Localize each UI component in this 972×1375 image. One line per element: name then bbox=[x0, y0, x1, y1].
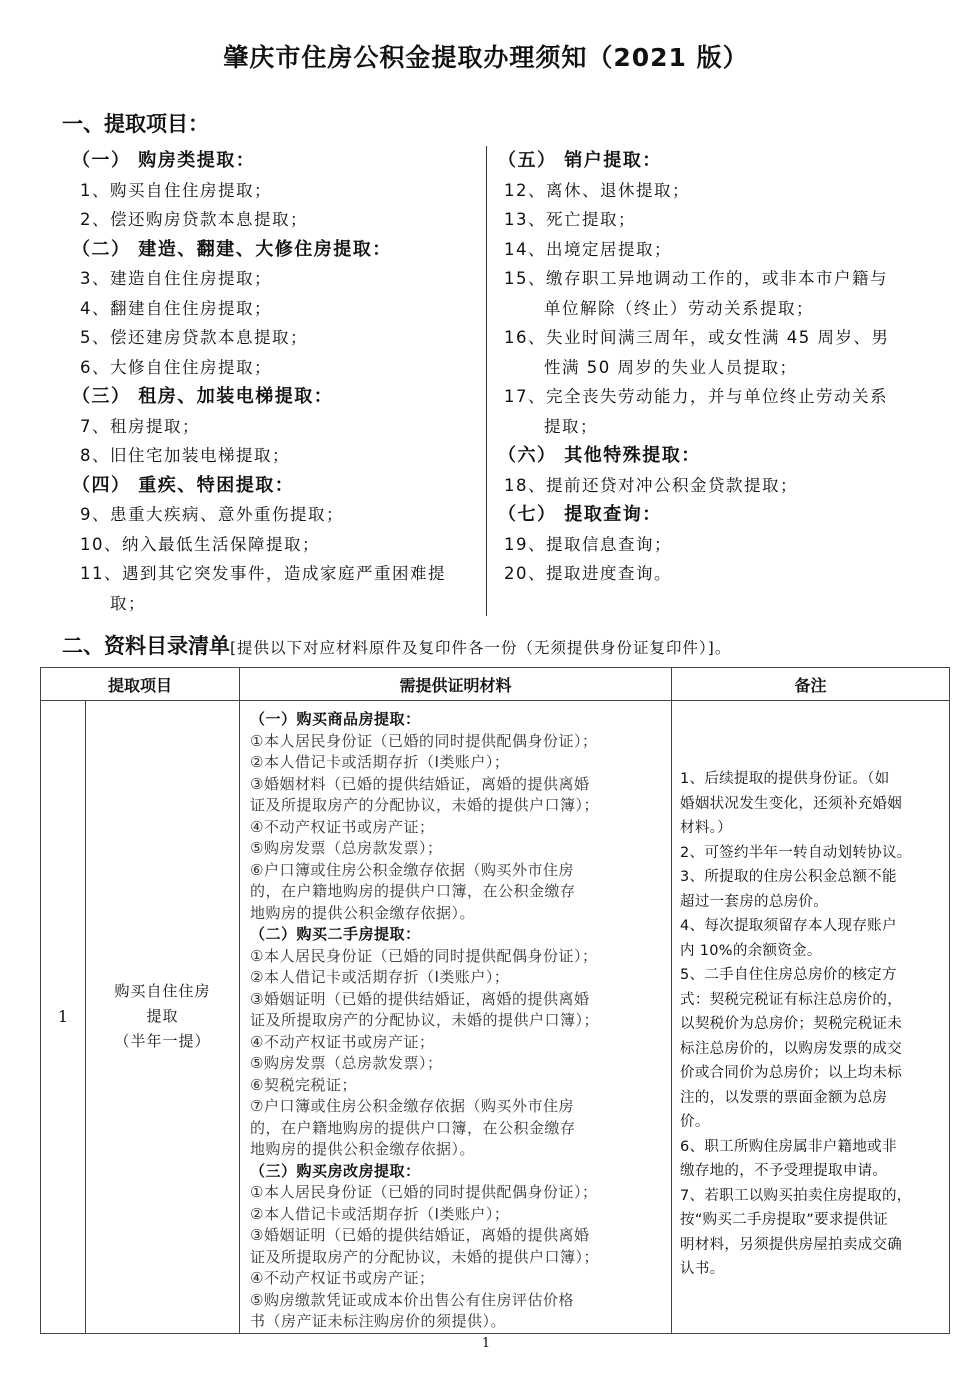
header-materials: 需提供证明材料 bbox=[240, 668, 672, 701]
note-line: 6、职工所购住房属非户籍地或非 bbox=[680, 1138, 897, 1155]
category-heading: （三） 租房、加装电梯提取： bbox=[72, 386, 334, 407]
list-item: 18、提前还贷对冲公积金贷款提取； bbox=[504, 475, 798, 495]
section2-heading: 二、资料目录清单 bbox=[62, 634, 230, 658]
list-item: 8、旧住宅加装电梯提取； bbox=[80, 446, 290, 465]
list-item: 3、建造自住住房提取； bbox=[80, 269, 272, 288]
header-notes: 备注 bbox=[672, 668, 950, 701]
note-line: 以契税价为总房价；契税完税证未 bbox=[680, 1016, 903, 1032]
note-line: 按“购买二手房提取”要求提供证 bbox=[680, 1212, 889, 1228]
left-item-column bbox=[72, 146, 477, 618]
material-line: ⑤购房发票（总房款发票）； bbox=[250, 1054, 443, 1072]
material-line: ③婚姻材料（已婚的提供结婚证，离婚的提供离婚 bbox=[250, 774, 590, 793]
material-line: ⑥契税完税证； bbox=[250, 1075, 357, 1094]
item-name-line: 购买自住住房 bbox=[114, 982, 211, 1001]
category-heading: （六） 其他特殊提取： bbox=[498, 445, 701, 466]
list-item: 16、失业时间满三周年，或女性满 45 周岁、男 bbox=[504, 328, 890, 347]
material-line: ③婚姻证明（已婚的提供结婚证，离婚的提供离婚 bbox=[250, 989, 590, 1008]
material-line: ②本人借记卡或活期存折（Ⅰ类账户）； bbox=[250, 968, 510, 986]
list-item: 17、完全丧失劳动能力，并与单位终止劳动关系 bbox=[504, 387, 888, 406]
category-heading: （一） 购房类提取： bbox=[72, 150, 256, 171]
note-line: 内 10%的余额资金。 bbox=[680, 942, 822, 959]
material-line: ⑤购房发票（总房款发票）； bbox=[250, 839, 443, 857]
document-title: 肇庆市住房公积金提取办理须知（2021 版） bbox=[223, 43, 749, 72]
list-item: 9、患重大疾病、意外重伤提取； bbox=[80, 505, 344, 524]
list-item: 13、死亡提取； bbox=[504, 210, 636, 229]
note-line: 5、二手自住住房总房价的核定方 bbox=[680, 967, 897, 983]
material-line: ④不动产权证书或房产证； bbox=[250, 1032, 435, 1051]
row-item-name bbox=[86, 701, 240, 1334]
material-line: ①本人居民身份证（已婚的同时提供配偶身份证）； bbox=[250, 946, 598, 965]
note-line: 7、若职工以购买拍卖住房提取的， bbox=[680, 1187, 912, 1204]
page-number: 1 bbox=[481, 1336, 491, 1351]
note-line: 价。 bbox=[680, 1114, 710, 1130]
material-line: 证及所提取房产的分配协议，未婚的提供户口簿）； bbox=[250, 1011, 600, 1029]
material-line: 地购房的提供公积金缴存依据）。 bbox=[250, 903, 476, 922]
list-item: 11、遇到其它突发事件，造成家庭严重困难提 bbox=[80, 564, 446, 583]
list-item: 4、翻建自住住房提取； bbox=[80, 298, 272, 318]
materials-table bbox=[40, 667, 950, 1334]
material-line: ④不动产权证书或房产证； bbox=[250, 1269, 435, 1287]
list-item: 6、大修自住住房提取； bbox=[80, 357, 272, 377]
row-notes bbox=[672, 701, 950, 1334]
list-item: 20、提取进度查询。 bbox=[504, 564, 672, 583]
list-item-continuation: 提取； bbox=[544, 416, 598, 436]
item-name-line: 提取 bbox=[146, 1007, 179, 1026]
note-line: 价或合同价为总房价；以上均未标 bbox=[680, 1065, 903, 1081]
note-line: 明材料，另须提供房屋拍卖成交确 bbox=[680, 1236, 903, 1253]
note-line: 3、所提取的住房公积金总额不能 bbox=[680, 869, 897, 885]
category-heading: （七） 提取查询： bbox=[498, 504, 662, 525]
material-line: 的，在户籍地购房的提供户口簿，在公积金缴存 bbox=[250, 882, 576, 900]
material-line: 书（房产证未标注购房价的须提供）。 bbox=[250, 1312, 507, 1330]
material-group-heading: （三）购买房改房提取： bbox=[250, 1161, 421, 1180]
list-item-continuation: 单位解除（终止）劳动关系提取； bbox=[544, 298, 814, 318]
category-heading: （四） 重疾、特困提取： bbox=[72, 474, 295, 496]
header-item: 提取项目 bbox=[41, 668, 240, 701]
material-line: ③婚姻证明（已婚的提供结婚证，离婚的提供离婚 bbox=[250, 1226, 590, 1244]
section1-heading: 一、提取项目： bbox=[62, 112, 209, 136]
list-item: 10、纳入最低生活保障提取； bbox=[80, 534, 320, 554]
material-line: 的，在户籍地购房的提供户口簿，在公积金缴存 bbox=[250, 1118, 576, 1137]
list-item: 1、购买自住住房提取； bbox=[80, 180, 272, 200]
note-line: 2、可签约半年一转自动划转协议。 bbox=[680, 844, 912, 861]
material-line: ②本人借记卡或活期存折（Ⅰ类账户）； bbox=[250, 753, 510, 771]
note-line: 婚姻状况发生变化，还须补充婚姻 bbox=[680, 795, 903, 812]
list-item: 14、出境定居提取； bbox=[504, 239, 672, 259]
material-line: ②本人借记卡或活期存折（Ⅰ类账户）； bbox=[250, 1204, 510, 1223]
note-line: 注的，以发票的票面金额为总房 bbox=[680, 1089, 888, 1106]
note-line: 超过一套房的总房价。 bbox=[680, 893, 829, 910]
row-materials bbox=[240, 701, 672, 1334]
material-line: ⑤购房缴款凭证或成本价出售公有住房评估价格 bbox=[250, 1290, 574, 1309]
material-line: 证及所提取房产的分配协议，未婚的提供户口簿）； bbox=[250, 796, 600, 814]
material-group-heading: （一）购买商品房提取： bbox=[250, 710, 421, 728]
note-line: 4、每次提取须留存本人现存账户 bbox=[680, 918, 897, 934]
list-item: 5、偿还建房贷款本息提取； bbox=[80, 328, 308, 347]
note-line: 缴存地的，不予受理提取申请。 bbox=[680, 1163, 888, 1179]
row-number: 1 bbox=[41, 701, 86, 1334]
list-item: 15、缴存职工异地调动工作的，或非本市户籍与 bbox=[504, 269, 888, 288]
material-line: ①本人居民身份证（已婚的同时提供配偶身份证）； bbox=[250, 731, 598, 750]
list-item: 19、提取信息查询； bbox=[504, 534, 672, 554]
table-header-row bbox=[41, 668, 950, 701]
material-line: 证及所提取房产的分配协议，未婚的提供户口簿）； bbox=[250, 1247, 600, 1266]
material-line: ①本人居民身份证（已婚的同时提供配偶身份证）； bbox=[250, 1183, 598, 1201]
section2-note: [提供以下对应材料原件及复印件各一份（无须提供身份证复印件）]。 bbox=[230, 639, 732, 657]
list-item-continuation: 取； bbox=[110, 593, 146, 613]
table-row bbox=[41, 701, 950, 1334]
material-group-heading: （二）购买二手房提取： bbox=[250, 925, 421, 943]
material-line: ④不动产权证书或房产证； bbox=[250, 817, 435, 836]
note-line: 1、后续提取的提供身份证。（如 bbox=[680, 771, 890, 787]
material-line: ⑥户口簿或住房公积金缴存依据（购买外市住房 bbox=[250, 860, 574, 879]
material-line: ⑦户口簿或住房公积金缴存依据（购买外市住房 bbox=[250, 1097, 574, 1115]
list-item: 2、偿还购房贷款本息提取； bbox=[80, 210, 308, 229]
section2-heading-line bbox=[62, 630, 731, 660]
material-line: 地购房的提供公积金缴存依据）。 bbox=[250, 1140, 476, 1158]
list-item: 7、租房提取； bbox=[80, 416, 200, 436]
category-heading: （五） 销户提取： bbox=[498, 150, 662, 171]
note-line: 标注总房价的，以购房发票的成交 bbox=[680, 1040, 903, 1057]
note-line: 认书。 bbox=[680, 1261, 725, 1277]
category-heading: （二） 建造、翻建、大修住房提取： bbox=[72, 238, 392, 260]
note-line: 材料。） bbox=[680, 820, 732, 836]
note-line: 式：契税完税证有标注总房价的， bbox=[680, 991, 903, 1008]
column-divider bbox=[486, 146, 487, 616]
list-item: 12、离休、退休提取； bbox=[504, 180, 690, 200]
list-item-continuation: 性满 50 周岁的失业人员提取； bbox=[544, 357, 798, 377]
right-item-column bbox=[498, 146, 918, 589]
item-name-line: （半年一提） bbox=[114, 1032, 211, 1051]
